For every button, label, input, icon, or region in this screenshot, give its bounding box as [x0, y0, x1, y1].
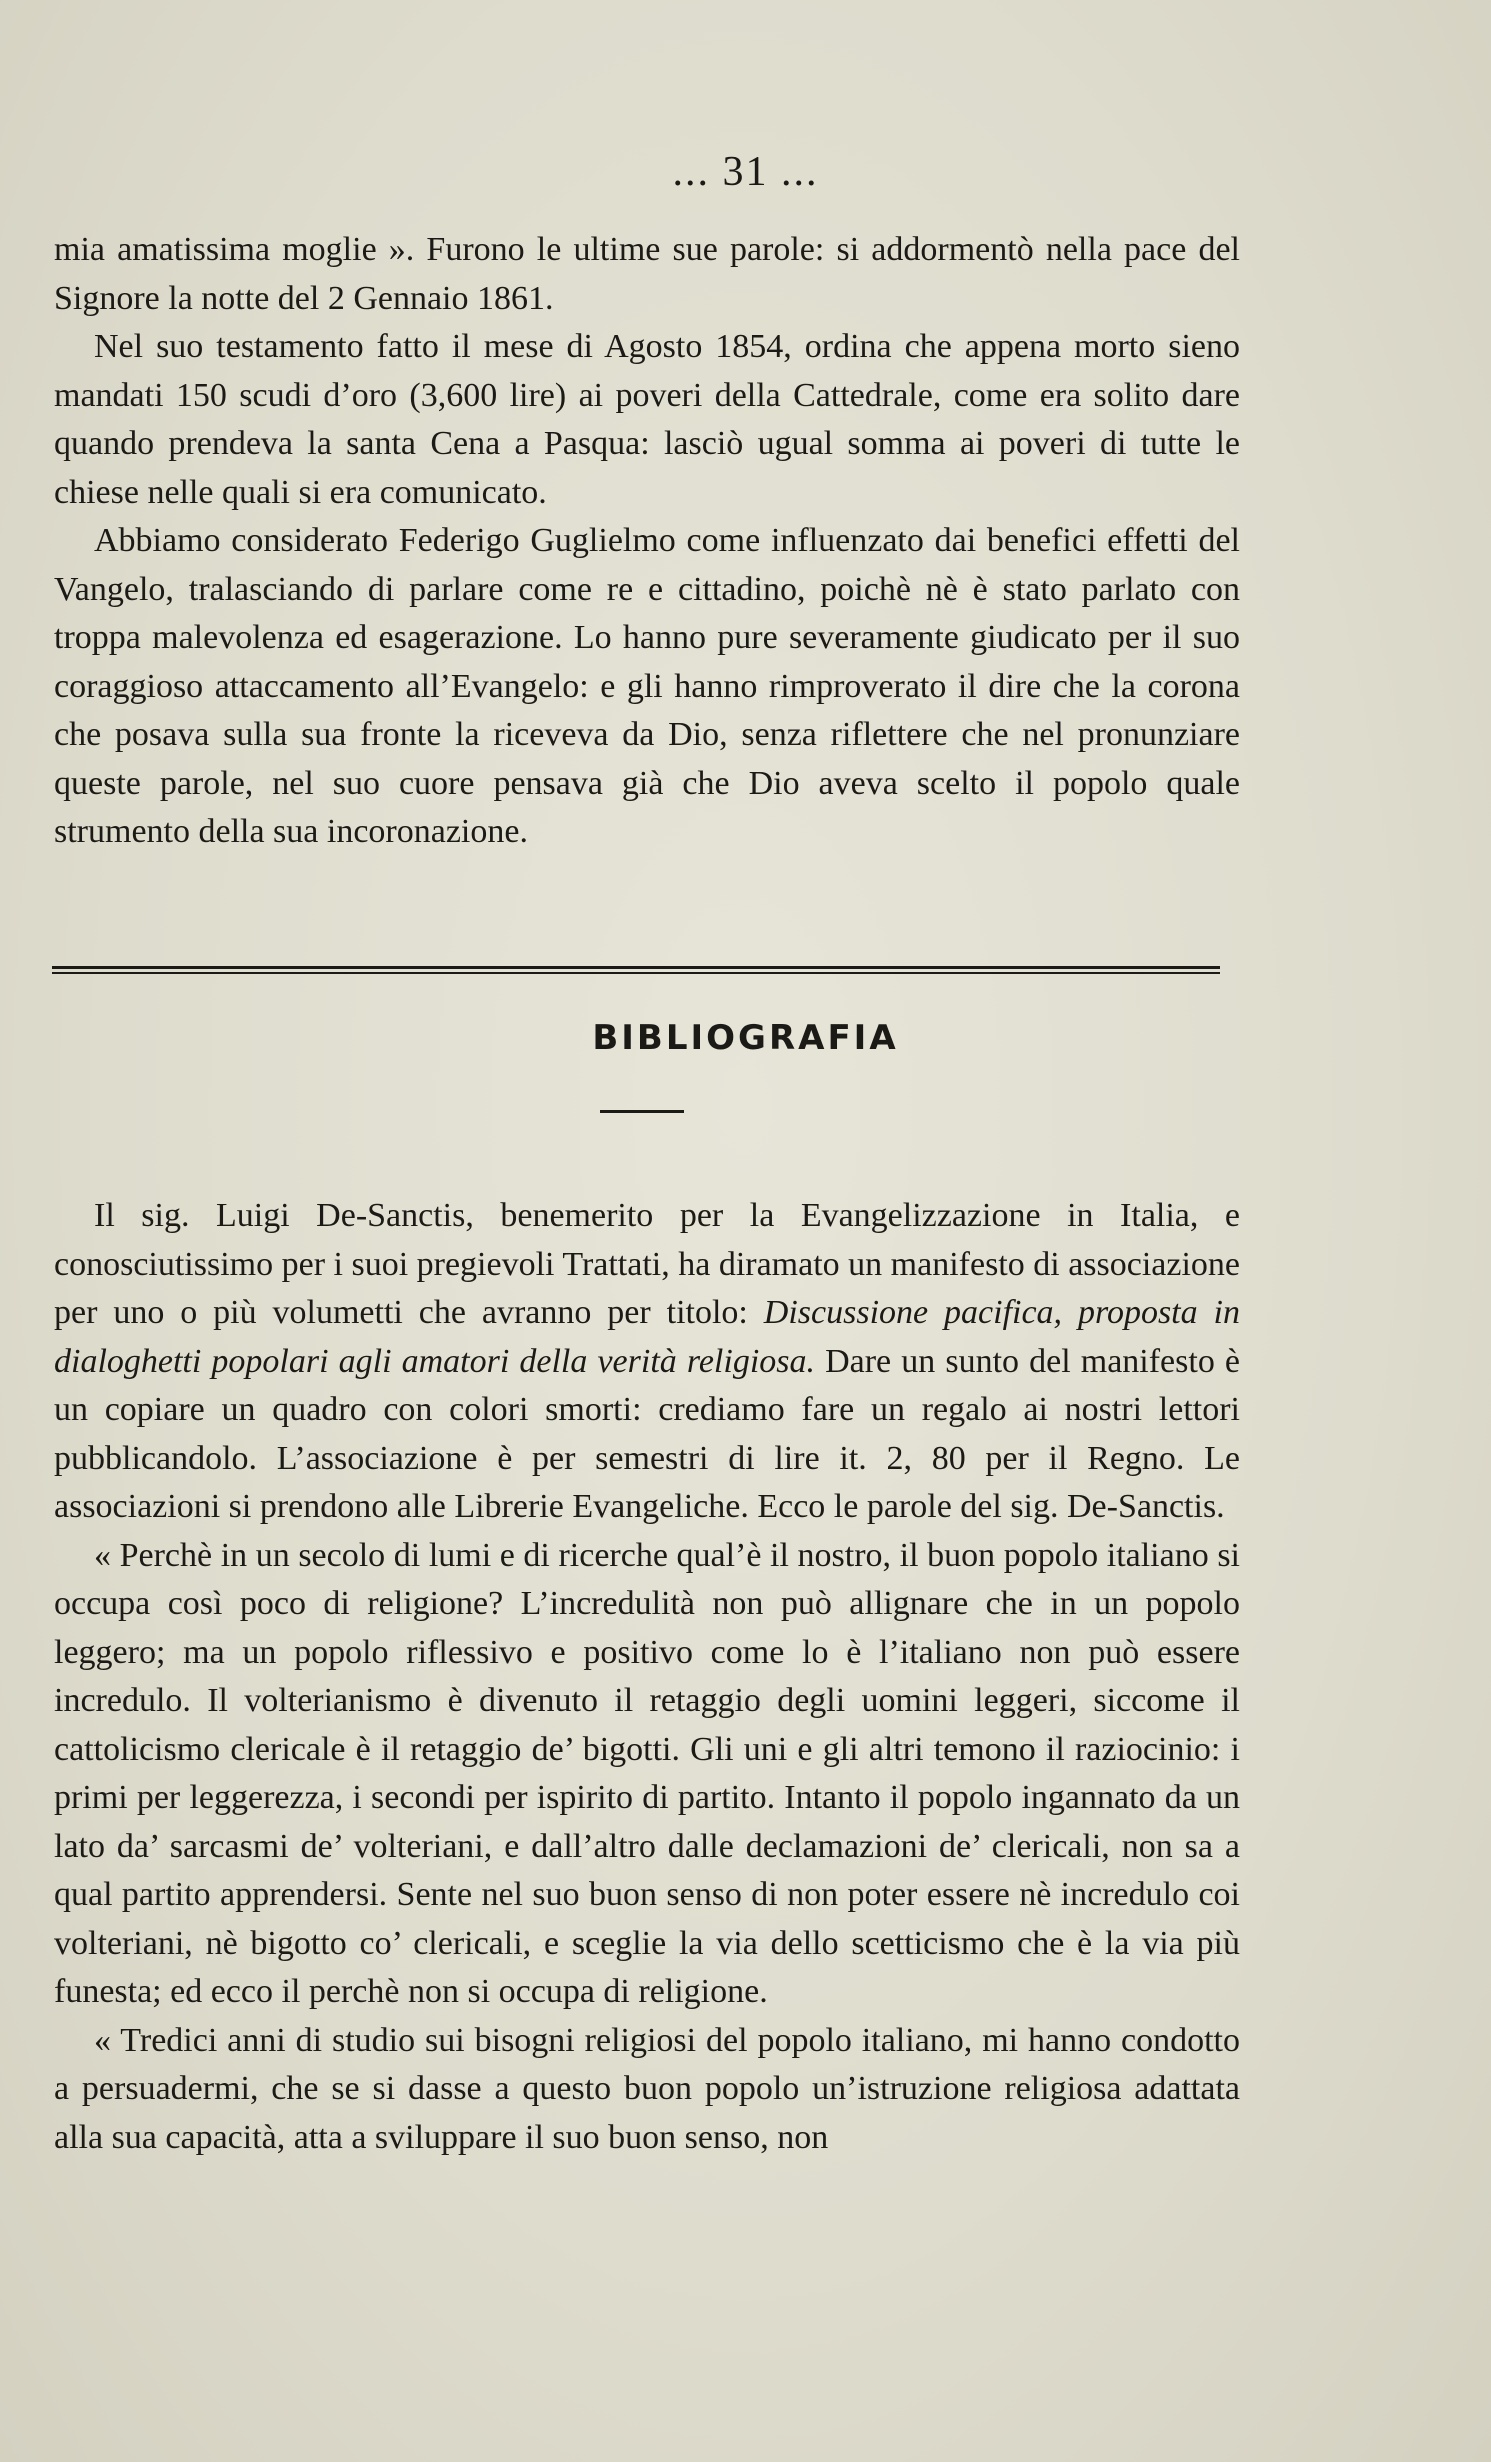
- paragraph-text: Dare un sunto del manifesto è un copiare un quadro con colori smorti: crediamo fare un regalo ai nostri lettori pubblicandolo. L’associazione è per semestri di lire it. 2, 80 per il Regno. Le associazioni si prendono alle Librerie Evangeliche. Ecco le parole del sig. De-Sanctis.: [54, 1342, 1240, 1525]
- section-title: BIBLIOGRAFIA: [592, 1018, 899, 1058]
- paragraph: mia amatissima moglie ». Furono le ultime sue parole: si addormentò nella pace del Signore la notte del 2 Gennaio 1861.: [54, 231, 1240, 317]
- paragraph: Abbiamo considerato Federigo Guglielmo come influenzato dai benefici effetti del Vangelo, tralasciando di parlare come re e cittadino, poichè nè è stato parlato con troppa malevolenza ed esagerazione. Lo hanno pure severamente giudicato per il suo coraggioso attaccamento all’Evangelo: e gli hanno rimproverato il dire che la corona che posava sulla sua fronte la riceveva da Dio, senza riflettere che nel pronunziare queste parole, nel suo cuore pensava già che Dio aveva scelto il popolo quale strumento della sua incoronazione.: [54, 522, 1240, 850]
- article-continuation: [54, 226, 1240, 857]
- paragraph: [54, 1192, 1240, 1532]
- paragraph: « Tredici anni di studio sui bisogni religiosi del popolo italiano, mi hanno condotto a persuadermi, che se si dasse a questo buon popolo un’istruzione religiosa adattata alla sua capacità, atta a sviluppare il suo buon senso, non: [54, 2021, 1240, 2156]
- paragraph: Nel suo testamento fatto il mese di Agosto 1854, ordina che appena morto sieno mandati 150 scudi d’oro (3,600 lire) ai poveri della Cattedrale, come era solito dare quando prendeva la santa Cena a Pasqua: lasciò ugual somma ai poveri di tutte le chiese nelle quali si era comunicato.: [54, 328, 1240, 511]
- page-number: ... 31 ...: [672, 149, 819, 195]
- paragraph-text: Il sig. Luigi De-Sanctis, benemerito per la Evangelizzazione in Italia, e conosciutissimo per i suoi pregievoli Trattati, ha diramato un manifesto di associazione per uno o più volumetti che avranno per titolo:: [54, 1197, 1240, 1331]
- book-title: Discussione pacifica, proposta in dialoghetti popolari agli amatori della verità religiosa.: [54, 1294, 1240, 1380]
- title-underline-rule: [600, 1110, 684, 1113]
- bibliografia-body: [54, 1192, 1240, 2162]
- section-divider-double-rule: [52, 966, 1220, 974]
- paragraph: « Perchè in un secolo di lumi e di ricerche qual’è il nostro, il buon popolo italiano si occupa così poco di religione? L’incredulità non può allignare che in un popolo leggero; ma un popolo riflessivo e positivo come lo è l’italiano non può essere incredulo. Il volterianismo è divenuto il retaggio degli uomini leggeri, siccome il cattolicismo clericale è il retaggio de’ bigotti. Gli uni e gli altri temono il raziocinio: i primi per leggerezza, i secondi per ispirito di partito. Intanto il popolo ingannato da un lato da’ sarcasmi de’ volteriani, e dall’altro dalle declamazioni de’ clericali, non sa a qual partito apprendersi. Sente nel suo buon senso di non poter essere nè incredulo coi volteriani, nè bigotto co’ clericali, e sceglie la via dello scetticismo che è la via più funesta; ed ecco il perchè non si occupa di religione.: [54, 1536, 1240, 2010]
